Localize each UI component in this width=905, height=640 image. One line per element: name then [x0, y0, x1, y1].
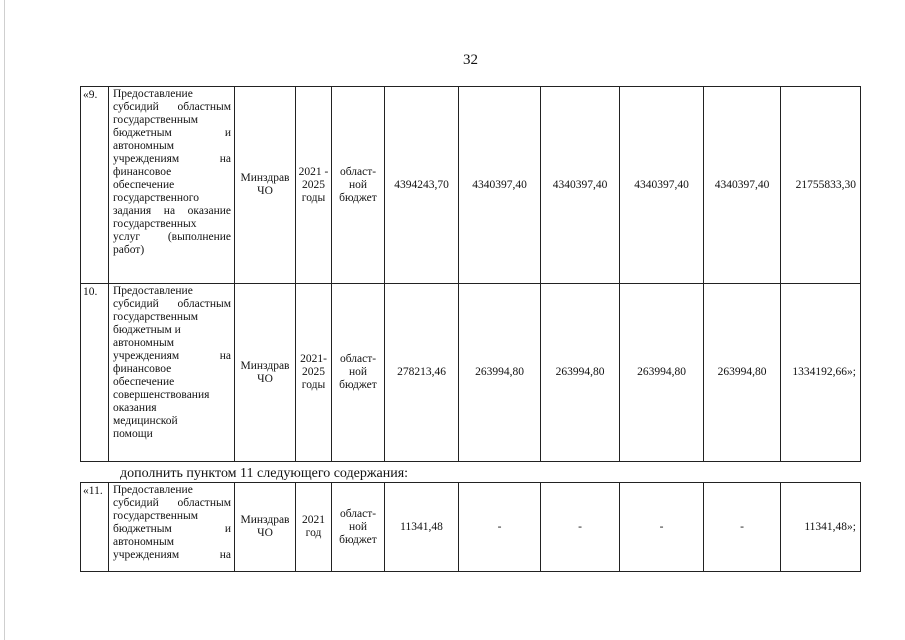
- budget-table-addition: [80, 482, 861, 572]
- table-row: [81, 87, 861, 284]
- period-cell: 2021 год: [296, 483, 332, 572]
- name-line: субсидий областным: [113, 101, 231, 113]
- amount-2024: -: [620, 483, 704, 572]
- name-line: субсидий областным: [113, 298, 231, 310]
- amount-2025: -: [704, 483, 781, 572]
- amount-2021: 4394243,70: [385, 87, 459, 284]
- name-line: автономным: [113, 536, 174, 548]
- name-line: бюджетным и: [113, 127, 231, 139]
- budget-table-main: [80, 86, 861, 462]
- amount-2022: -: [459, 483, 541, 572]
- table-row: [81, 483, 861, 572]
- period-cell: 2021- 2025 годы: [296, 284, 332, 462]
- name-line: обеспечение: [113, 376, 175, 388]
- funding-source-cell: област- ной бюджет: [332, 87, 385, 284]
- name-line: государственного: [113, 192, 199, 204]
- executor-cell: Минздрав ЧО: [235, 284, 296, 462]
- name-line: финансовое: [113, 166, 172, 178]
- amount-total: 21755833,30: [781, 87, 861, 284]
- name-line: государственным: [113, 311, 199, 323]
- activity-name: [109, 483, 235, 572]
- name-line: помощи: [113, 428, 153, 440]
- amount-2025: 4340397,40: [704, 87, 781, 284]
- amount-2021: 11341,48: [385, 483, 459, 572]
- executor-cell: Минздрав ЧО: [235, 483, 296, 572]
- name-line: бюджетным и: [113, 523, 231, 535]
- activity-name: [109, 87, 235, 284]
- name-line: оказания: [113, 402, 157, 414]
- row-number: «11.: [81, 483, 109, 572]
- amount-2022: 263994,80: [459, 284, 541, 462]
- name-line: государственным: [113, 510, 199, 522]
- name-line: услуг (выполнение: [113, 231, 231, 243]
- period-cell: 2021 - 2025 годы: [296, 87, 332, 284]
- row-number: 10.: [81, 284, 109, 462]
- name-line: государственных: [113, 218, 197, 230]
- name-line: задания на оказание: [113, 205, 231, 217]
- funding-source-cell: област- ной бюджет: [332, 284, 385, 462]
- name-line: учреждениям на: [113, 153, 231, 165]
- activity-name: [109, 284, 235, 462]
- name-line: субсидий областным: [113, 497, 231, 509]
- name-line: автономным: [113, 140, 174, 152]
- amount-2022: 4340397,40: [459, 87, 541, 284]
- name-line: Предоставление: [113, 88, 193, 100]
- name-line: автономным: [113, 337, 174, 349]
- row-number: «9.: [81, 87, 109, 284]
- name-line: Предоставление: [113, 285, 193, 297]
- name-line: обеспечение: [113, 179, 175, 191]
- amount-total: 1334192,66»;: [781, 284, 861, 462]
- amount-2023: -: [541, 483, 620, 572]
- name-line: финансовое: [113, 363, 172, 375]
- amount-2023: 4340397,40: [541, 87, 620, 284]
- name-line: бюджетным и: [113, 324, 181, 336]
- amount-total: 11341,48»;: [781, 483, 861, 572]
- name-line: совершенствования: [113, 389, 210, 401]
- scan-edge-line: [4, 0, 5, 640]
- table-row: [81, 284, 861, 462]
- executor-cell: Минздрав ЧО: [235, 87, 296, 284]
- name-line: государственным: [113, 114, 199, 126]
- page-number: 32: [463, 52, 478, 68]
- amount-2024: 263994,80: [620, 284, 704, 462]
- amount-2023: 263994,80: [541, 284, 620, 462]
- amount-2025: 263994,80: [704, 284, 781, 462]
- amount-2021: 278213,46: [385, 284, 459, 462]
- funding-source-cell: област- ной бюджет: [332, 483, 385, 572]
- name-line: работ): [113, 244, 145, 256]
- name-line: Предоставление: [113, 484, 193, 496]
- name-line: учреждениям на: [113, 549, 231, 561]
- amendment-note: дополнить пунктом 11 следующего содержания:: [120, 466, 409, 481]
- name-line: медицинской: [113, 415, 178, 427]
- amount-2024: 4340397,40: [620, 87, 704, 284]
- name-line: учреждениям на: [113, 350, 231, 362]
